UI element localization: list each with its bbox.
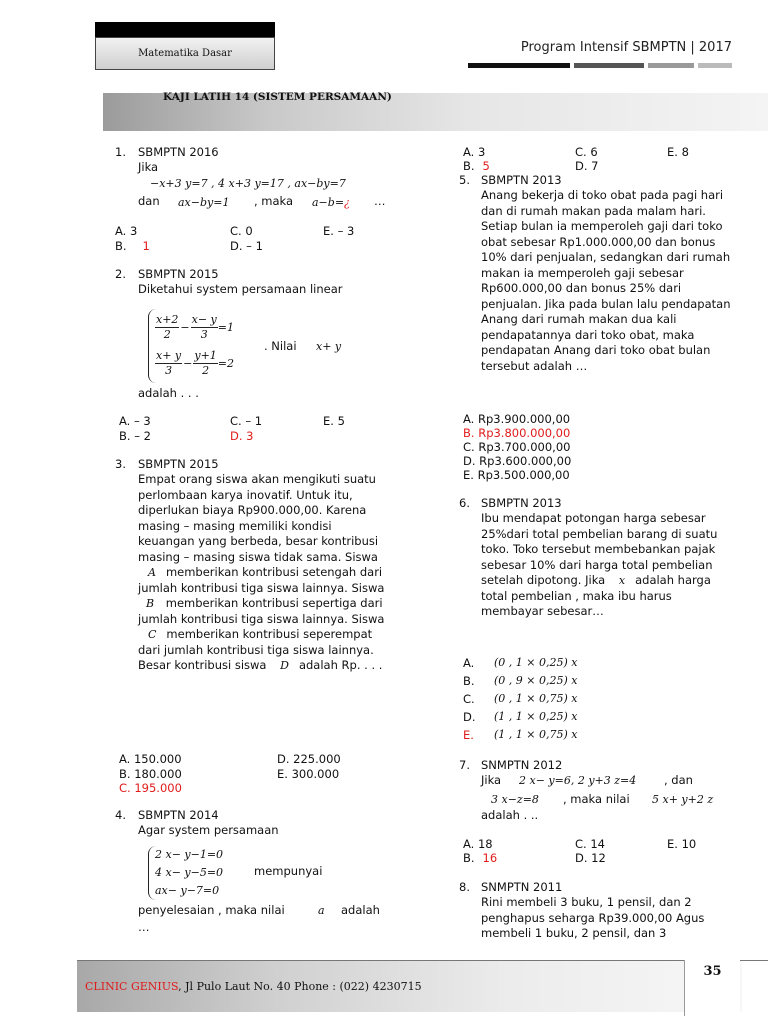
q2-option-c[interactable]: C. – 1 [230, 414, 263, 428]
q4-option-d[interactable]: D. 7 [575, 159, 599, 173]
q4-ellipsis: … [138, 920, 150, 934]
q1-option-e[interactable]: E. – 3 [323, 224, 355, 238]
q7-jika: Jika [481, 773, 502, 787]
q4-option-b[interactable]: B. 5 [463, 159, 490, 173]
q5-option-c[interactable]: C. Rp3.700.000,00 [463, 440, 571, 454]
q1-option-c[interactable]: C. 0 [230, 224, 253, 238]
q4-text: penyelesaian , maka nilai [138, 903, 285, 917]
q2-option-a[interactable]: A. – 3 [119, 414, 151, 428]
q1-maka: , maka [254, 194, 294, 208]
q1-source: SBMPTN 2016 [138, 145, 219, 159]
q3-option-d[interactable]: D. 225.000 [277, 752, 341, 766]
q1-number: 1. [115, 145, 126, 159]
q5-option-a[interactable]: A. Rp3.900.000,00 [463, 412, 571, 426]
q3-text: Empat orang siswa akan mengikuti suatu perlombaan karya inovatif. Untuk itu, diperlukan biaya Rp900.000,00. Karena masing – masing memiliki kondisi keuangan yang berbeda, besar kontribusi masing – masing siswa tidak sama. Siswa A memberikan kontribusi setengah dari jumlah kontribusi tiga siswa lainnya. Siswa B memberikan kontribusi sepertiga dari jumlah kontribusi tiga siswa lainnya. Siswa C memberikan kontribusi seperempat dari jumlah kontribusi tiga siswa lainnya. Besar kontribusi siswa D adalah Rp. . . . [138, 472, 385, 672]
q2-system: $\frac{x+2}{2}$ − $\frac{x- y}{3}$ =1 $\frac{x+ y}{3}$ − $\frac{y+1}{2}$ =2 [148, 309, 258, 383]
q7-option-c[interactable]: C. 14 [575, 837, 605, 851]
q7-adalah: adalah . .. [481, 808, 539, 822]
q2-source: SBMPTN 2015 [138, 267, 219, 281]
subject-label: Matematika Dasar [138, 48, 232, 59]
header-black-bar [95, 22, 275, 37]
q6-option-e[interactable]: (1 , 1 × 0,75) x [494, 728, 578, 741]
q6-number: 6. [459, 496, 470, 510]
footer-divider [77, 960, 768, 961]
q2-adalah: adalah . . . [138, 386, 199, 400]
q7-maka: , maka nilai [563, 792, 630, 806]
q5-number: 5. [459, 173, 470, 187]
q1-option-d[interactable]: D. – 1 [230, 239, 263, 253]
q7-option-d[interactable]: D. 12 [575, 851, 606, 865]
q2-stem: Diketahui system persamaan linear [138, 282, 343, 296]
q7-option-b[interactable]: B. 16 [463, 851, 498, 865]
q7-answer: 16 [482, 851, 498, 865]
header-stripe-2 [574, 63, 644, 68]
q6-source: SBMPTN 2013 [481, 496, 562, 510]
q7-expression: 5 x+ y+2 z [652, 793, 714, 806]
q2-option-d-answer[interactable]: D. 3 [230, 429, 254, 443]
q2-nilai: . Nilai [264, 339, 297, 353]
q3-option-a[interactable]: A. 150.000 [119, 752, 182, 766]
q5-option-b-answer[interactable]: B. Rp3.800.000,00 [463, 426, 571, 440]
q3-option-c-answer[interactable]: C. 195.000 [119, 781, 182, 795]
q7-option-a[interactable]: A. 18 [463, 837, 493, 851]
q8-number: 8. [459, 880, 470, 894]
q4-var-a: a [318, 904, 325, 917]
q4-option-e[interactable]: E. 8 [667, 145, 689, 159]
page-number: 35 [684, 960, 740, 1016]
q4-answer: 5 [482, 159, 490, 173]
q1-ellipsis: … [374, 194, 386, 208]
section-title: KAJI LATIH 14 (SISTEM PERSAMAAN) [163, 91, 392, 103]
q1-dan: dan [138, 194, 160, 208]
q1-answer: 1 [142, 239, 150, 253]
header-stripe-4 [698, 63, 732, 68]
q4-option-a[interactable]: A. 3 [463, 145, 486, 159]
q4-source: SBMPTN 2014 [138, 808, 219, 822]
q4-number: 4. [115, 808, 126, 822]
q7-equations: 2 x− y=6, 2 y+3 z=4 [519, 774, 637, 787]
q7-equation-3: 3 x−z=8 [491, 793, 539, 806]
q6-option-c-letter[interactable]: C. [463, 692, 475, 706]
q3-option-e[interactable]: E. 300.000 [277, 767, 340, 781]
q3-option-b[interactable]: B. 180.000 [119, 767, 182, 781]
program-title: Program Intensif SBMPTN | 2017 [520, 40, 732, 55]
q1-expression: a−b=¿ [312, 196, 350, 209]
q3-number: 3. [115, 457, 126, 471]
q5-option-d[interactable]: D. Rp3.600.000,00 [463, 454, 572, 468]
q2-option-b[interactable]: B. – 2 [119, 429, 151, 443]
q3-source: SBMPTN 2015 [138, 457, 219, 471]
q6-option-e-letter-answer[interactable]: E. [463, 728, 474, 742]
subject-tab [95, 37, 275, 70]
header-stripe-1 [468, 63, 570, 68]
q6-option-a[interactable]: (0 , 1 × 0,25) x [494, 656, 578, 669]
q4-option-c[interactable]: C. 6 [575, 145, 598, 159]
q2-option-e[interactable]: E. 5 [323, 414, 345, 428]
q7-number: 7. [459, 758, 470, 772]
q4-stem: Agar system persamaan [138, 823, 279, 837]
q4-mempunyai: mempunyai [254, 864, 323, 878]
q5-text: Anang bekerja di toko obat pada pagi hari dan di rumah makan pada malam hari. Setiap bulan ia memperoleh gaji dari toko obat sebesar Rp1.000.000,00 dan bonus 10% dari penjualan, sedangkan dari rumah makan ia memperoleh gaji sebesar Rp600.000,00 dan bonus 25% dari penjualan. Jika pada bulan lalu pendapatan Anang dari rumah makan dua kali pendapatannya dari toko obat, maka pendapatan Anang dari toko obat bulan tersebut adalah … [481, 188, 731, 373]
footer-brand: CLINIC GENIUS [85, 980, 179, 993]
q6-text: Ibu mendapat potongan harga sebesar 25%dari total pembelian barang di suatu toko. Toko tersebut membebankan pajak sebesar 10% dari harga total pembelian setelah dipotong. Jika x adalah harga total pembelian , maka ibu harus membayar sebesar… [481, 511, 718, 618]
q2-number: 2. [115, 267, 126, 281]
q6-option-c[interactable]: (0 , 1 × 0,75) x [494, 692, 578, 705]
q7-source: SNMPTN 2012 [481, 758, 563, 772]
q1-option-b[interactable]: B. 1 [115, 239, 150, 253]
q7-dan: , dan [664, 773, 693, 787]
q6-option-b-letter[interactable]: B. [463, 674, 475, 688]
q7-option-e[interactable]: E. 10 [667, 837, 697, 851]
q1-equations: −x+3 y=7 , 4 x+3 y=17 , ax−by=7 [150, 177, 346, 190]
q2-expression: x+ y [316, 340, 342, 353]
q4-adalah: adalah [341, 903, 380, 917]
q1-stem: Jika [138, 160, 159, 174]
q1-option-a[interactable]: A. 3 [115, 224, 138, 238]
q8-text: Rini membeli 3 buku, 1 pensil, dan 2 penghapus seharga Rp39.000,00 Agus membeli 1 buku, 2 pensil, dan 3 [481, 895, 705, 940]
q5-source: SBMPTN 2013 [481, 173, 562, 187]
q6-option-a-letter[interactable]: A. [463, 656, 475, 670]
q8-source: SNMPTN 2011 [481, 880, 563, 894]
q6-option-b[interactable]: (0 , 9 × 0,25) x [494, 674, 578, 687]
header-stripe-3 [648, 63, 694, 68]
q5-option-e[interactable]: E. Rp3.500.000,00 [463, 468, 570, 482]
q1-equation-2: ax−by=1 [178, 196, 230, 209]
q4-system: 2 x− y−1=0 4 x− y−5=0 ax− y−7=0 [148, 846, 248, 900]
q6-option-d-letter[interactable]: D. [463, 710, 476, 724]
q6-option-d[interactable]: (1 , 1 × 0,25) x [494, 710, 578, 723]
footer-address: CLINIC GENIUS, Jl Pulo Laut No. 40 Phone : (022) 4230715 [85, 980, 422, 993]
